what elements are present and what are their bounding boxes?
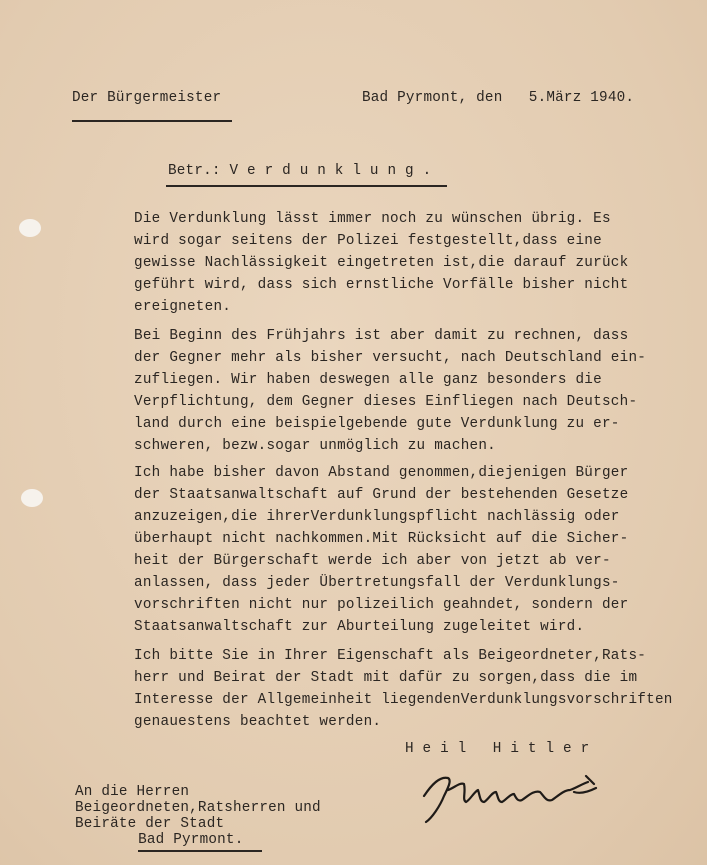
text-line: vorschriften nicht nur polizeilich geahndet, sondern der <box>134 597 629 613</box>
text-line: gewisse Nachlässigkeit eingetreten ist,die darauf zurück <box>134 255 629 271</box>
text-line: geführt wird, dass sich ernstliche Vorfälle bisher nicht <box>134 277 629 293</box>
recipient-line: Beigeordneten,Ratsherren und <box>75 800 321 816</box>
recipient-line: Beiräte der Stadt <box>75 816 225 832</box>
text-line: Verpflichtung, dem Gegner dieses Einfliegen nach Deutsch- <box>134 394 638 410</box>
closing-salutation: H e i l H i t l e r <box>405 741 590 757</box>
text-line: Bei Beginn des Frühjahrs ist aber damit zu rechnen, dass <box>134 328 629 344</box>
text-line: anzuzeigen,die ihrerVerdunklungspflicht nachlässig oder <box>134 509 620 525</box>
place-date: Bad Pyrmont, den 5.März 1940. <box>362 90 635 106</box>
text-line: schweren, bezw.sogar unmöglich zu machen. <box>134 438 497 454</box>
recipient-line: An die Herren <box>75 784 190 800</box>
text-line: genauestens beachtet werden. <box>134 714 382 730</box>
sender-underline <box>72 120 232 122</box>
text-line: der Staatsanwaltschaft auf Grund der bestehenden Gesetze <box>134 487 629 503</box>
punch-hole-top <box>19 219 41 237</box>
text-line: Ich bitte Sie in Ihrer Eigenschaft als Beigeordneter,Rats- <box>134 648 647 664</box>
subject-line: Betr.: V e r d u n k l u n g . <box>168 163 432 179</box>
sender-line: Der Bürgermeister <box>72 90 222 106</box>
text-line: Staatsanwaltschaft zur Aburteilung zugeleitet wird. <box>134 619 585 635</box>
text-line: heit der Bürgerschaft werde ich aber von jetzt ab ver- <box>134 553 611 569</box>
text-line: herr und Beirat der Stadt mit dafür zu sorgen,dass die im <box>134 670 638 686</box>
recipient-underline <box>138 850 262 852</box>
text-line: zufliegen. Wir haben deswegen alle ganz besonders die <box>134 372 602 388</box>
text-line: ereigneten. <box>134 299 232 315</box>
text-line: Interesse der Allgemeinheit liegendenVerdunklungsvorschriften <box>134 692 673 708</box>
text-line: wird sogar seitens der Polizei festgestellt,dass eine <box>134 233 602 249</box>
text-line: Ich habe bisher davon Abstand genommen,diejenigen Bürger <box>134 465 629 481</box>
text-line: land durch eine beispielgebende gute Verdunklung zu er- <box>134 416 620 432</box>
recipient-line: Bad Pyrmont. <box>103 832 244 848</box>
punch-hole-bottom <box>21 489 43 507</box>
subject-underline <box>166 185 447 187</box>
text-line: anlassen, dass jeder Übertretungsfall der Verdunklungs- <box>134 575 620 591</box>
text-line: Die Verdunklung lässt immer noch zu wünschen übrig. Es <box>134 211 611 227</box>
text-line: der Gegner mehr als bisher versucht, nach Deutschland ein- <box>134 350 647 366</box>
handwritten-signature <box>418 762 633 837</box>
text-line: überhaupt nicht nachkommen.Mit Rücksicht auf die Sicher- <box>134 531 629 547</box>
